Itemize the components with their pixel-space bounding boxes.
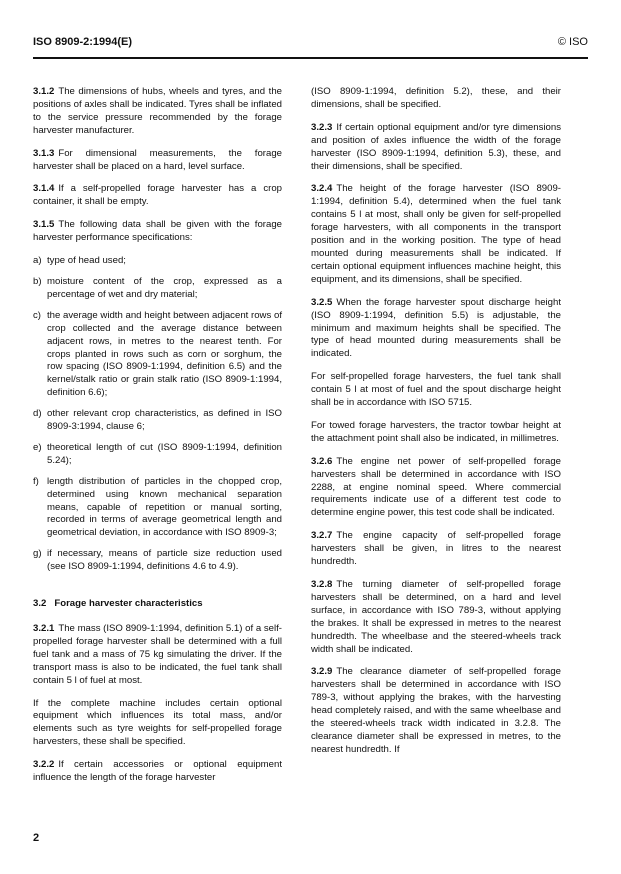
list-label: c) (33, 309, 41, 321)
list-text: other relevant crop characteristics, as defined in ISO 8909-3:1994, clause 6; (47, 408, 282, 433)
header-rule (33, 57, 588, 59)
clause-3-2-9 (311, 666, 561, 756)
list-text: the average width and height between adjacent rows of crop collected and the average distance between adjacent rows, in metres to the nearest tenth. For crops planted in rows such as corn or sorghum, the row spacing (ISO 8909-1:1994, definition 6.5) and the kernel/stalk ratio or grain stalk ratio (ISO 8909-1:1994, definition 6.6); (47, 309, 282, 399)
clause-text: If a self-propelled forage harvester has a crop container, it shall be empty. (33, 183, 282, 208)
list-text: moisture content of the crop, expressed as a percentage of wet and dry material; (47, 275, 282, 300)
list-item (33, 442, 282, 468)
standard-designation: ISO 8909-2:1994(E) (33, 36, 133, 48)
list-label: f) (33, 475, 39, 487)
list-item (33, 476, 282, 541)
clause-3-2-1 (33, 623, 282, 688)
section-title: Forage harvester characteristics (54, 598, 203, 610)
clause-number: 3.1.2 (33, 86, 55, 97)
clause-3-2-3 (311, 122, 561, 174)
clause-3-2-1-continued (33, 698, 282, 750)
list-item (33, 548, 282, 574)
clause-3-2-5-towed (311, 420, 561, 446)
clause-number: 3.1.4 (33, 183, 55, 195)
clause-3-1-3 (33, 148, 282, 174)
clause-text: The engine capacity of self-propelled forage harvesters shall be given, in litres to the nearest hundredth. (311, 530, 561, 568)
clause-text: For self-propelled forage harvesters, the fuel tank shall contain 5 l at most of fuel and the spout discharge height shall be in accordance with ISO 5715. (311, 371, 561, 409)
page-number: 2 (33, 832, 40, 844)
clause-3-2-8 (311, 579, 561, 656)
clause-number: 3.2.3 (311, 121, 333, 133)
clause-3-2-6 (311, 456, 561, 521)
clause-number: 3.2.6 (311, 455, 333, 467)
clause-text: For dimensional measurements, the forage harvester shall be placed on a hard, level surface. (33, 147, 282, 172)
list-item (33, 276, 282, 302)
clause-text: The following data shall be given with the forage harvester performance specifications: (33, 219, 282, 244)
clause-number: 3.2.1 (33, 623, 55, 634)
list-text: if necessary, means of particle size reduction used (see ISO 8909-1:1994, definitions 4.6 to 4.9). (47, 548, 282, 573)
clause-3-1-5 (33, 219, 282, 245)
list-item (33, 310, 282, 400)
clause-text: The dimensions of hubs, wheels and tyres, and the positions of axles shall be indicated. Tyres shall be inflated to the service pressure recommended by the forage harvester manufacturer. (33, 86, 282, 136)
clause-text: The clearance diameter of self-propelled forage harvesters shall be determined in accordance with ISO 789-3, without applying the brakes, with the harvesting head completely raised, and with the same wheelbase and the steered-wheels track width indicated in 3.2.8. The clearance diameter shall be expressed in metres, to the nearest hundredth. If (311, 666, 561, 755)
clause-3-1-4 (33, 183, 282, 209)
left-column (33, 86, 282, 795)
clause-text: When the forage harvester spout discharge height (ISO 8909-1:1994, definition 5.5) is adjustable, the minimum and maximum heights shall be specified. The type of head mounted during measurements shall be indicated. (311, 296, 561, 360)
section-heading (33, 598, 282, 611)
clause-text: If the complete machine includes certain optional equipment which influences its total mass, and/or elements such as tyre weights for self-propelled forage harvesters, these shall be specified. (33, 697, 282, 748)
list-label: g) (33, 548, 42, 560)
clause-text: If certain accessories or optional equipment influence the length of the forage harvester (33, 759, 282, 784)
specification-list (33, 255, 282, 574)
clause-number: 3.2.2 (33, 759, 55, 771)
clause-text: If certain optional equipment and/or tyre dimensions and position of axles influence the width of the forage harvester (ISO 8909-1:1994, definition 5.3), these, and their dimensions, shall be specified. (311, 121, 561, 172)
clause-3-2-2-continued (311, 86, 561, 112)
list-item (33, 408, 282, 434)
clause-number: 3.1.3 (33, 147, 55, 159)
clause-3-2-5 (311, 297, 561, 362)
clause-text: The mass (ISO 8909-1:1994, definition 5.1) of a self-propelled forage harvester shall be determined with a full fuel tank and a mass of 75 kg simulating the driver. If the transport mass is also to be indicated, the fuel tank shall contain 5 l of fuel at most. (33, 623, 282, 686)
right-column (311, 86, 561, 767)
list-label: e) (33, 441, 42, 453)
clause-3-2-4 (311, 183, 561, 286)
clause-text: The engine net power of self-propelled forage harvesters shall be determined in accordance with ISO 2288, at engine nominal speed. Where commercial requirements indicate use of a different test code to determine engine power, this test code shall be indicated. (311, 455, 561, 519)
clause-3-2-5-self-propelled (311, 371, 561, 410)
clause-number: 3.1.5 (33, 219, 55, 231)
clause-3-1-2 (33, 86, 282, 138)
clause-text: The height of the forage harvester (ISO 8909-1:1994, definition 5.4), determined when the fuel tank contains 5 l at most, shall only be given for self-propelled forage harvesters, with all components in the transport position and in the working position. The type of head mounted during measurements shall be indicated. If certain optional equipment influences machine height, this equipment, and its dimensions, shall be specified. (311, 183, 561, 285)
clause-3-2-7 (311, 530, 561, 569)
clause-text: (ISO 8909-1:1994, definition 5.2), these, and their dimensions, shall be specified. (311, 86, 561, 110)
clause-text: The turning diameter of self-propelled forage harvesters shall be determined, on a hard and level surface, in accordance with ISO 789-3, without applying the brakes. It shall be expressed in metres to the nearest hundredth. The wheelbase and the steered-wheels track width shall be indicated. (311, 579, 561, 655)
clause-number: 3.2.9 (311, 666, 333, 678)
clause-3-2-2 (33, 759, 282, 785)
clause-number: 3.2.4 (311, 183, 333, 195)
list-item (33, 255, 282, 268)
clause-number: 3.2.8 (311, 579, 333, 590)
copyright-notice: © ISO (557, 36, 588, 48)
list-label: a) (33, 255, 42, 267)
list-label: b) (33, 275, 42, 287)
list-text: theoretical length of cut (ISO 8909-1:1994, definition 5.24); (47, 441, 282, 466)
clause-number: 3.2.7 (311, 530, 333, 542)
list-text: type of head used; (47, 255, 126, 267)
clause-number: 3.2.5 (311, 296, 333, 308)
section-number: 3.2 (33, 598, 47, 610)
list-label: d) (33, 408, 42, 420)
list-text: length distribution of particles in the chopped crop, determined using known mechanical separation means, capable of repetition or manual sorting, recorded in terms of average geometrical length and geometrical deviation, in accordance with ISO 8909-3; (47, 475, 282, 539)
clause-text: For towed forage harvesters, the tractor towbar height at the attachment point shall also be indicated, in millimetres. (311, 419, 561, 444)
